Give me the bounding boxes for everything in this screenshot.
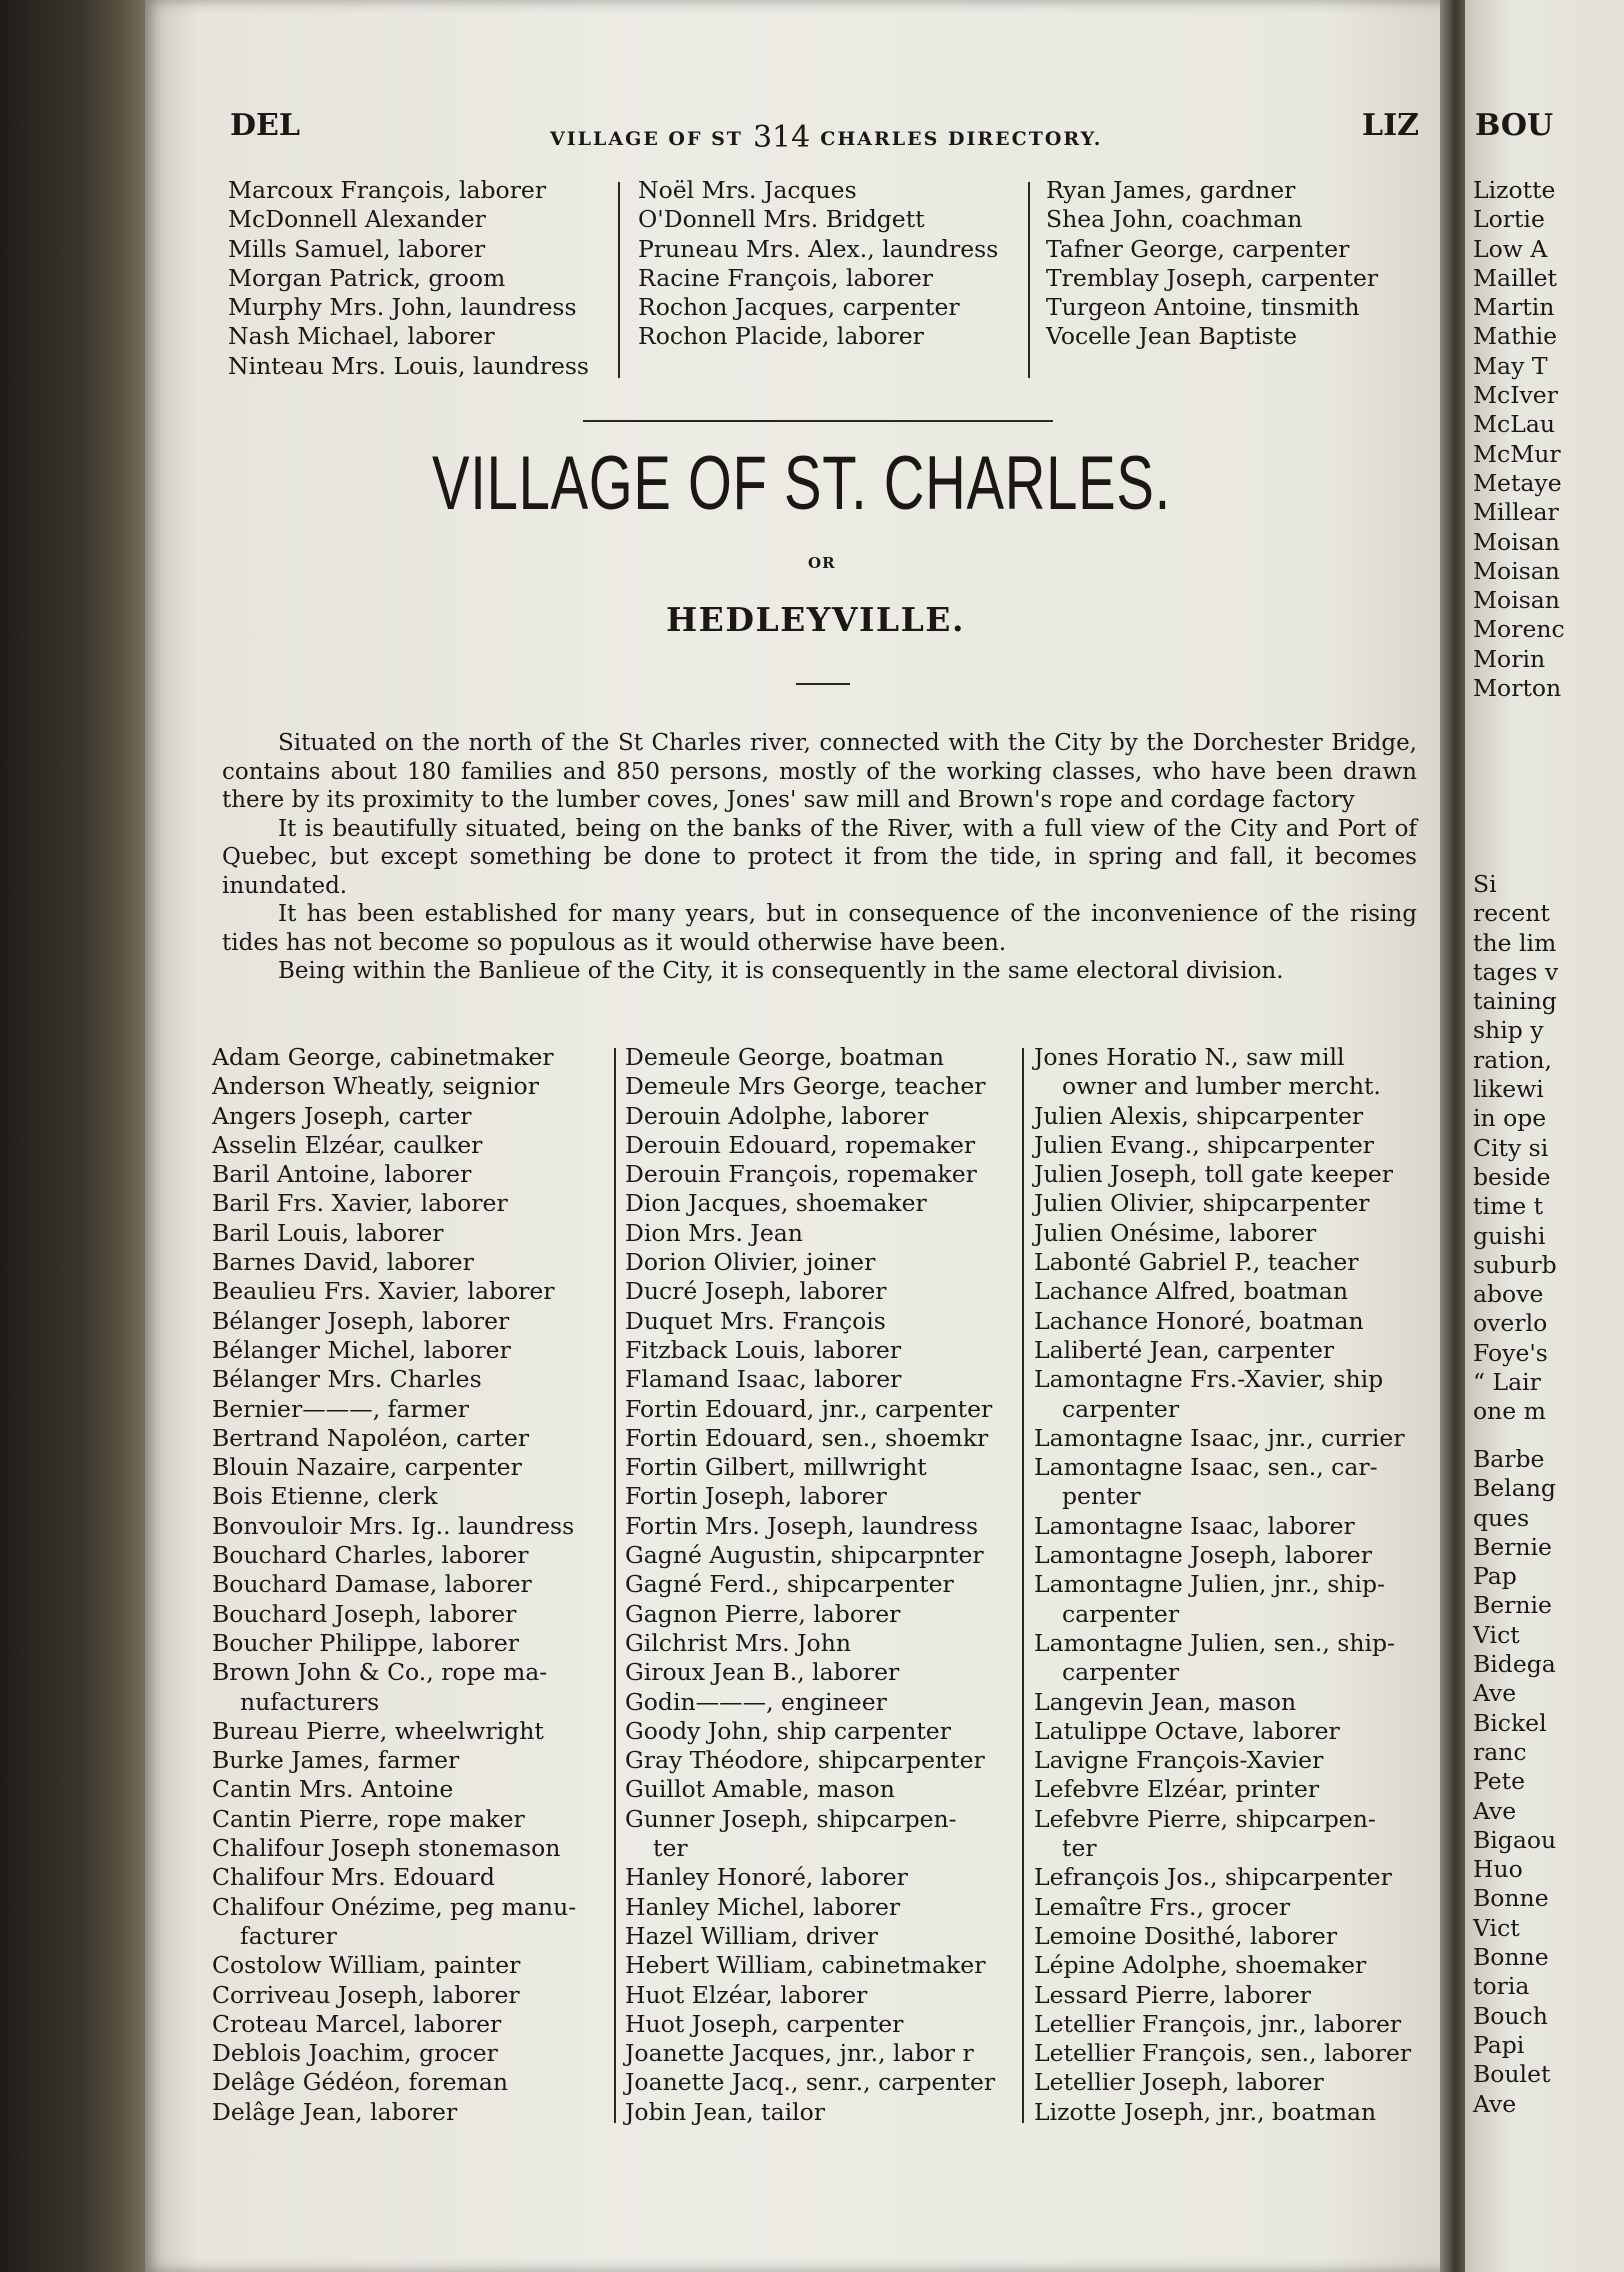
directory-entry: Blouin Nazaire, carpenter: [212, 1453, 522, 1482]
facing-page-fragment: Bouch: [1473, 2001, 1548, 2030]
facing-page-fragment: ranc: [1473, 1737, 1527, 1766]
directory-entry: Langevin Jean, mason: [1034, 1687, 1297, 1716]
directory-entry: Derouin Edouard, ropemaker: [625, 1130, 976, 1159]
directory-entry: Lachance Alfred, boatman: [1034, 1277, 1348, 1306]
column-divider: [618, 182, 620, 378]
facing-page-fragment: suburb: [1473, 1250, 1557, 1279]
directory-entry: Bélanger Mrs. Charles: [212, 1365, 482, 1394]
description-text: [222, 729, 1417, 986]
facing-page-fragment: time t: [1473, 1192, 1544, 1221]
directory-entry: Lavigne François-Xavier: [1034, 1746, 1324, 1775]
directory-entry: Noël Mrs. Jacques: [638, 176, 857, 204]
directory-entry: O'Donnell Mrs. Bridgett: [638, 205, 925, 234]
facing-page-fragment: McIver: [1473, 381, 1558, 410]
directory-entry: Lamontagne Isaac, jnr., currier: [1034, 1423, 1405, 1452]
main-listing-column-1: [212, 1043, 576, 2127]
directory-entry: Gagnon Pierre, laborer: [625, 1599, 901, 1628]
directory-entry: Adam George, cabinetmaker: [212, 1043, 554, 1071]
directory-entry: Julien Onésime, laborer: [1034, 1218, 1317, 1247]
directory-entry: Vocelle Jean Baptiste: [1046, 322, 1298, 351]
directory-entry: Rochon Placide, laborer: [638, 322, 924, 351]
facing-page-fragment: ques: [1473, 1503, 1530, 1532]
directory-entry: Delâge Gédéon, foreman: [212, 2068, 508, 2097]
directory-entry: Baril Antoine, laborer: [212, 1160, 472, 1189]
facing-page-fragment: recent: [1473, 899, 1550, 928]
running-head-left: DEL: [230, 108, 300, 143]
directory-entry: Chalifour Mrs. Edouard: [212, 1863, 495, 1892]
facing-page: [1465, 0, 1624, 2272]
facing-page-fragment: one m: [1473, 1397, 1546, 1426]
directory-entry: Lemaître Frs., grocer: [1034, 1892, 1291, 1921]
directory-entry: Lefebvre Pierre, shipcarpen-: [1034, 1804, 1376, 1833]
facing-page-fragment: above: [1473, 1280, 1544, 1309]
directory-entry: Laliberté Jean, carpenter: [1034, 1335, 1335, 1364]
directory-entry: Chalifour Onézime, peg manu-: [212, 1892, 577, 1921]
directory-entry: ter: [653, 1834, 688, 1863]
directory-entry: Hanley Honoré, laborer: [625, 1863, 908, 1892]
directory-entry: Corriveau Joseph, laborer: [212, 1980, 520, 2009]
facing-page-fragment: Pete: [1473, 1767, 1526, 1796]
facing-page-fragment: overlo: [1473, 1309, 1548, 1338]
column-divider: [1022, 1048, 1024, 2123]
directory-entry: Turgeon Antoine, tinsmith: [1046, 293, 1360, 322]
directory-entry: Dion Mrs. Jean: [625, 1218, 803, 1247]
directory-entry: Mills Samuel, laborer: [228, 234, 486, 263]
directory-entry: Bonvouloir Mrs. Ig.. laundress: [212, 1511, 575, 1540]
directory-entry: Bouchard Charles, laborer: [212, 1541, 529, 1570]
facing-page-fragment: May T: [1473, 351, 1548, 380]
directory-entry: Julien Joseph, toll gate keeper: [1034, 1160, 1393, 1189]
directory-entry: Bois Etienne, clerk: [212, 1482, 438, 1511]
facing-page-fragment: Moisan: [1473, 556, 1560, 585]
directory-entry: Flamand Isaac, laborer: [625, 1365, 902, 1394]
paragraph: It has been established for many years, but in consequence of the inconvenience of the rising tides has not become so populous as it would otherwise have been.: [222, 901, 1417, 956]
directory-entry: Hanley Michel, laborer: [625, 1892, 901, 1921]
directory-entry: Tremblay Joseph, carpenter: [1046, 263, 1379, 292]
section-title: VILLAGE OF ST. CHARLES.: [432, 441, 1172, 526]
directory-entry: Gunner Joseph, shipcarpen-: [625, 1804, 957, 1833]
facing-page-fragment: Si: [1473, 870, 1497, 898]
directory-entry: Latulippe Octave, laborer: [1034, 1716, 1340, 1745]
facing-page-fragment: Moisan: [1473, 527, 1560, 556]
directory-entry: Fortin Joseph, laborer: [625, 1482, 887, 1511]
directory-entry: Lemoine Dosithé, laborer: [1034, 1921, 1338, 1950]
directory-entry: Brown John & Co., rope ma-: [212, 1658, 548, 1687]
directory-entry: Lamontagne Joseph, laborer: [1034, 1541, 1372, 1570]
facing-page-fragment: Bidega: [1473, 1650, 1556, 1679]
directory-entry: penter: [1062, 1482, 1141, 1511]
facing-page-fragment: “ Lair: [1473, 1368, 1541, 1397]
directory-entry: Ninteau Mrs. Louis, laundress: [228, 351, 589, 380]
directory-entry: Deblois Joachim, grocer: [212, 2039, 498, 2068]
directory-entry: Burke James, farmer: [212, 1746, 460, 1775]
directory-entry: Bouchard Damase, laborer: [212, 1570, 532, 1599]
facing-page-fragment: toria: [1473, 1972, 1530, 2001]
facing-page-fragment: Bigaou: [1473, 1825, 1557, 1854]
directory-entry: Lamontagne Isaac, sen., car-: [1034, 1453, 1378, 1482]
directory-entry: Fortin Gilbert, millwright: [625, 1453, 927, 1482]
top-listing-column-3: [1046, 176, 1378, 352]
directory-entry: Nash Michael, laborer: [228, 322, 495, 351]
directory-entry: carpenter: [1062, 1599, 1180, 1628]
facing-page-fragment: McMur: [1473, 439, 1561, 468]
running-head-title-right: CHARLES DIRECTORY.: [820, 128, 1103, 150]
paragraph: It is beautifully situated, being on the banks of the River, with a full view of the City and Port of Quebec, but except something be done to protect it from the tide, in spring and fall, it becomes inundated.: [222, 815, 1417, 899]
column-divider: [614, 1048, 616, 2123]
directory-entry: Guillot Amable, mason: [625, 1775, 895, 1804]
directory-entry: Baril Louis, laborer: [212, 1218, 444, 1247]
facing-page-fragment: Belang: [1473, 1474, 1556, 1503]
facing-page-fragment: Bernie: [1473, 1532, 1552, 1561]
facing-page-fragment: Morton: [1473, 674, 1562, 703]
book-binding: [0, 0, 150, 2272]
directory-entry: Bélanger Joseph, laborer: [212, 1306, 510, 1335]
section-subtitle: HEDLEYVILLE.: [666, 600, 965, 639]
directory-entry: Lessard Pierre, laborer: [1034, 1980, 1312, 2009]
directory-entry: Fortin Edouard, sen., shoemkr: [625, 1423, 989, 1452]
directory-entry: Hebert William, cabinetmaker: [625, 1951, 986, 1980]
directory-entry: Duquet Mrs. François: [625, 1306, 886, 1335]
directory-entry: Cantin Mrs. Antoine: [212, 1775, 454, 1804]
directory-entry: Lamontagne Julien, sen., ship-: [1034, 1628, 1395, 1657]
directory-entry: Anderson Wheatly, seignior: [212, 1072, 539, 1101]
directory-entry: Gray Théodore, shipcarpenter: [625, 1746, 985, 1775]
directory-entry: Lizotte Joseph, jnr., boatman: [1034, 2097, 1377, 2126]
facing-page-fragment: likewi: [1473, 1075, 1544, 1104]
facing-page-fragment: taining: [1473, 987, 1557, 1016]
facing-page-fragment: Bernie: [1473, 1591, 1552, 1620]
section-rule: [583, 420, 1053, 422]
directory-entry: Fortin Mrs. Joseph, laundress: [625, 1511, 979, 1540]
directory-entry: Labonté Gabriel P., teacher: [1034, 1248, 1359, 1277]
paragraph: Situated on the north of the St Charles river, connected with the City by the Dorchester Bridge, contains about 180 families and 850 persons, mostly of the working classes, who have been drawn there by its proximity to the lumber coves, Jones' saw mill and Brown's rope and cordage factory: [222, 730, 1417, 813]
directory-entry: facturer: [240, 1921, 337, 1950]
facing-page-fragment: Vict: [1473, 1913, 1520, 1942]
directory-entry: Barnes David, laborer: [212, 1248, 474, 1277]
facing-page-fragment: Mathie: [1473, 322, 1558, 351]
directory-entry: carpenter: [1062, 1658, 1180, 1687]
directory-entry: Giroux Jean B., laborer: [625, 1658, 900, 1687]
directory-entry: Gagné Augustin, shipcarpnter: [625, 1541, 984, 1570]
directory-entry: Croteau Marcel, laborer: [212, 2009, 502, 2038]
directory-entry: Bélanger Michel, laborer: [212, 1335, 511, 1364]
directory-entry: Costolow William, painter: [212, 1951, 521, 1980]
title-rule: [796, 683, 850, 685]
directory-entry: Hazel William, driver: [625, 1921, 879, 1950]
directory-entry: Murphy Mrs. John, laundress: [228, 293, 577, 322]
directory-entry: nufacturers: [240, 1687, 380, 1716]
directory-entry: Lefrançois Jos., shipcarpenter: [1034, 1863, 1392, 1892]
main-listing-column-3: [1034, 1043, 1411, 2127]
facing-page-fragment: Barbe: [1473, 1445, 1545, 1473]
directory-entry: Bureau Pierre, wheelwright: [212, 1716, 544, 1745]
facing-page-fragment: Vict: [1473, 1620, 1520, 1649]
facing-page-fragment: beside: [1473, 1162, 1551, 1191]
facing-page-fragment: Bickel: [1473, 1708, 1547, 1737]
facing-page-fragment: Ave: [1473, 1679, 1517, 1708]
directory-entry: Bertrand Napoléon, carter: [212, 1423, 530, 1452]
page-number: 314: [752, 120, 811, 155]
directory-entry: Lépine Adolphe, shoemaker: [1034, 1951, 1367, 1980]
directory-entry: Angers Joseph, carter: [212, 1101, 472, 1130]
facing-page-fragment: Ave: [1473, 1796, 1517, 1825]
facing-page-fragment: Foye's: [1473, 1338, 1548, 1367]
column-divider: [1028, 182, 1030, 378]
directory-entry: Julien Olivier, shipcarpenter: [1034, 1189, 1370, 1218]
facing-page-fragment: ration,: [1473, 1045, 1552, 1074]
facing-page-fragment: Morenc: [1473, 615, 1565, 644]
directory-entry: Beaulieu Frs. Xavier, laborer: [212, 1277, 555, 1306]
directory-entry: Fortin Edouard, jnr., carpenter: [625, 1394, 993, 1423]
running-head-title-left: VILLAGE OF ST: [550, 128, 743, 150]
facing-page-fragment: Metaye: [1473, 468, 1562, 497]
facing-page-fragment: Millear: [1473, 498, 1559, 527]
directory-entry: Lefebvre Elzéar, printer: [1034, 1775, 1320, 1804]
directory-entry: Morgan Patrick, groom: [228, 263, 506, 292]
facing-page-fragment: Huo: [1473, 1855, 1523, 1884]
directory-entry: Jobin Jean, tailor: [625, 2097, 826, 2126]
directory-entry: Asselin Elzéar, caulker: [212, 1130, 483, 1159]
directory-entry: Boucher Philippe, laborer: [212, 1628, 519, 1657]
directory-entry: Ducré Joseph, laborer: [625, 1277, 887, 1306]
directory-entry: Fitzback Louis, laborer: [625, 1335, 902, 1364]
directory-entry: Lachance Honoré, boatman: [1034, 1306, 1364, 1335]
facing-page-fragment: Moisan: [1473, 586, 1560, 615]
directory-entry: Huot Elzéar, laborer: [625, 1980, 868, 2009]
directory-entry: Bouchard Joseph, laborer: [212, 1599, 517, 1628]
directory-entry: owner and lumber mercht.: [1062, 1072, 1381, 1101]
directory-entry: carpenter: [1062, 1394, 1180, 1423]
facing-page-fragment: Martin: [1473, 293, 1555, 322]
directory-entry: Baril Frs. Xavier, laborer: [212, 1189, 508, 1218]
directory-entry: Dorion Olivier, joiner: [625, 1248, 876, 1277]
paragraph: Being within the Banlieue of the City, it is consequently in the same electoral division.: [278, 958, 1284, 984]
directory-entry: Chalifour Joseph stonemason: [212, 1834, 561, 1863]
running-head-right: LIZ: [1362, 108, 1420, 143]
facing-page-paragraph-column: [1473, 870, 1558, 1427]
facing-page-fragment: Pap: [1473, 1562, 1517, 1591]
directory-entry: Demeule George, boatman: [625, 1043, 944, 1071]
facing-page-fragment: ship y: [1473, 1016, 1544, 1045]
directory-entry: Cantin Pierre, rope maker: [212, 1804, 525, 1833]
directory-entry: Letellier François, jnr., laborer: [1034, 2009, 1402, 2038]
facing-page-fragment: Lortie: [1473, 205, 1545, 234]
facing-page-fragment: Maillet: [1473, 263, 1557, 292]
directory-entry: Dion Jacques, shoemaker: [625, 1189, 927, 1218]
directory-entry: Huot Joseph, carpenter: [625, 2009, 904, 2038]
running-head-center: [550, 118, 1102, 153]
facing-page-fragment: Bonne: [1473, 1884, 1549, 1913]
directory-entry: Lamontagne Frs.-Xavier, ship: [1034, 1365, 1384, 1394]
directory-entry: Julien Alexis, shipcarpenter: [1034, 1101, 1364, 1130]
facing-page-fragment: Papi: [1473, 2030, 1525, 2059]
directory-entry: Tafner George, carpenter: [1046, 234, 1350, 263]
directory-entry: Demeule Mrs George, teacher: [625, 1072, 986, 1101]
directory-entry: Letellier Joseph, laborer: [1034, 2068, 1324, 2097]
top-listing-column-1: [228, 176, 589, 381]
facing-page-fragment: City si: [1473, 1133, 1549, 1162]
facing-page-fragment: Bonne: [1473, 1943, 1549, 1972]
directory-entry: Derouin François, ropemaker: [625, 1160, 977, 1189]
directory-entry: Jones Horatio N., saw mill: [1034, 1043, 1345, 1071]
directory-entry: Ryan James, gardner: [1046, 176, 1296, 204]
directory-entry: Joanette Jacques, jnr., labor r: [625, 2039, 974, 2068]
directory-entry: Godin———, engineer: [625, 1687, 887, 1716]
directory-entry: Shea John, coachman: [1046, 205, 1303, 234]
main-listing-column-2: [625, 1043, 995, 2127]
facing-page-top-column: [1473, 176, 1565, 703]
facing-page-running-head: BOU: [1475, 108, 1554, 143]
facing-page-fragment: in ope: [1473, 1104, 1547, 1133]
facing-page-fragment: Ave: [1473, 2089, 1517, 2118]
directory-entry: Pruneau Mrs. Alex., laundress: [638, 234, 999, 263]
directory-entry: Derouin Adolphe, laborer: [625, 1101, 929, 1130]
directory-entry: ter: [1062, 1834, 1097, 1863]
directory-entry: Joanette Jacq., senr., carpenter: [625, 2068, 996, 2097]
directory-entry: Lamontagne Isaac, laborer: [1034, 1511, 1355, 1540]
facing-page-fragment: McLau: [1473, 410, 1555, 439]
directory-entry: Racine François, laborer: [638, 263, 934, 292]
directory-entry: Marcoux François, laborer: [228, 176, 547, 204]
directory-entry: Lamontagne Julien, jnr., ship-: [1034, 1570, 1385, 1599]
facing-page-fragment: tages v: [1473, 957, 1559, 986]
facing-page-fragment: Low A: [1473, 234, 1548, 263]
top-listing-column-2: [638, 176, 998, 352]
directory-entry: Letellier François, sen., laborer: [1034, 2039, 1412, 2068]
facing-page-fragment: Boulet: [1473, 2060, 1551, 2089]
directory-entry: Bernier———, farmer: [212, 1394, 470, 1423]
directory-entry: Delâge Jean, laborer: [212, 2097, 458, 2126]
directory-entry: McDonnell Alexander: [228, 205, 486, 234]
facing-page-fragment: guishi: [1473, 1221, 1546, 1250]
section-or: OR: [808, 554, 836, 572]
facing-page-fragment: Lizotte: [1473, 176, 1556, 204]
directory-entry: Rochon Jacques, carpenter: [638, 293, 960, 322]
directory-entry: Goody John, ship carpenter: [625, 1716, 951, 1745]
facing-page-fragment: the lim: [1473, 928, 1557, 957]
directory-entry: Julien Evang., shipcarpenter: [1034, 1130, 1374, 1159]
directory-entry: Gilchrist Mrs. John: [625, 1628, 851, 1657]
facing-page-fragment: Morin: [1473, 644, 1546, 673]
facing-page-bottom-column: [1473, 1445, 1556, 2119]
directory-entry: Gagné Ferd., shipcarpenter: [625, 1570, 954, 1599]
